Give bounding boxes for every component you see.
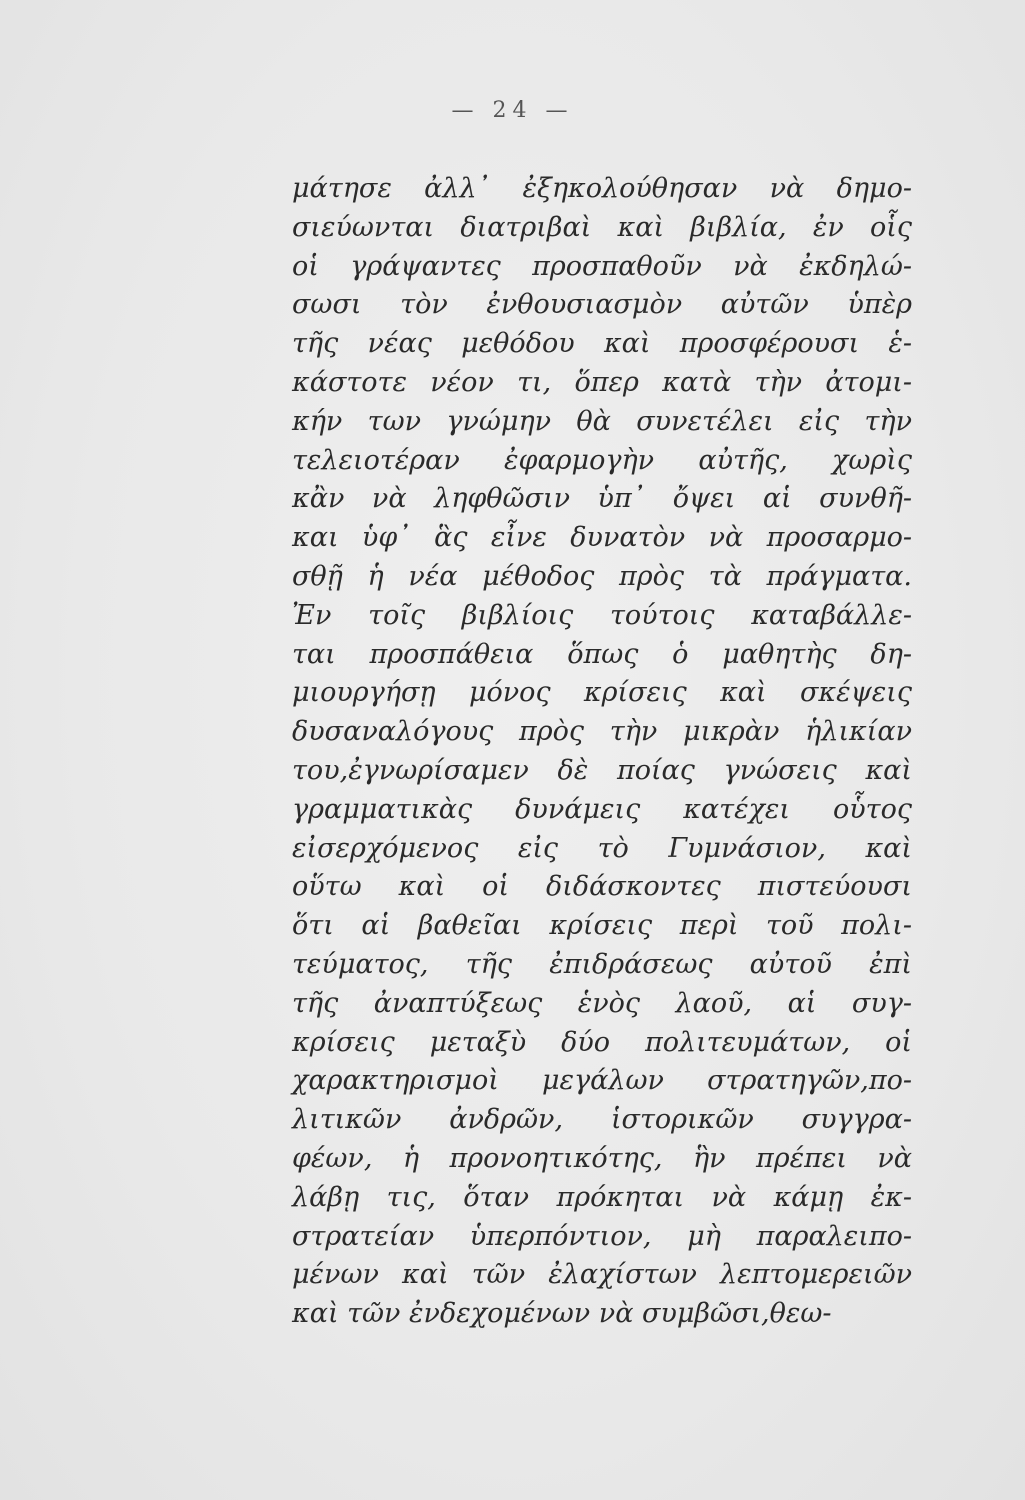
body-text xyxy=(292,170,912,1334)
text-line: κἂν νὰ ληφθῶσιν ὑπ᾽ ὄψει αἱ συνθῆ- xyxy=(292,483,912,515)
text-line: σιεύωνται διατριβαὶ καὶ βιβλία, ἐν οἷς xyxy=(292,211,912,243)
text-line: οὕτω καὶ οἱ διδάσκοντες πιστεύουσι xyxy=(292,871,912,903)
text-line: οἱ γράψαντες προσπαθοῦν νὰ ἐκδηλώ- xyxy=(292,250,912,282)
text-line: εἰσερχόμενος εἰς τὸ Γυμνάσιον, καὶ xyxy=(292,832,912,864)
text-line: στρατείαν ὑπερπόντιον, μὴ παραλειπο- xyxy=(292,1220,912,1252)
text-line: τῆς ἀναπτύξεως ἑνὸς λαοῦ, αἱ συγ- xyxy=(292,987,912,1019)
text-line: μένων καὶ τῶν ἐλαχίστων λεπτομερειῶν xyxy=(292,1259,912,1291)
text-line: δυσαναλόγους πρὸς τὴν μικρὰν ἡλικίαν xyxy=(292,716,912,748)
page-number: — 24 — xyxy=(451,98,574,123)
text-line: μιουργήσῃ μόνος κρίσεις καὶ σκέψεις xyxy=(292,677,912,709)
text-line: γραμματικὰς δυνάμεις κατέχει οὗτος xyxy=(292,793,912,825)
text-line: τῆς νέας μεθόδου καὶ προσφέρουσι ἑ- xyxy=(292,328,912,360)
text-line: σθῇ ἡ νέα μέθοδος πρὸς τὰ πράγματα. xyxy=(292,560,912,592)
text-line: χαρακτηρισμοὶ μεγάλων στρατηγῶν,πο- xyxy=(292,1065,912,1097)
text-line: κάστοτε νέον τι, ὅπερ κατὰ τὴν ἀτομι- xyxy=(292,366,912,398)
text-line: ται προσπάθεια ὅπως ὁ μαθητὴς δη- xyxy=(292,638,912,670)
text-line: σωσι τὸν ἐνθουσιασμὸν αὐτῶν ὑπὲρ xyxy=(292,289,912,321)
text-line: λιτικῶν ἀνδρῶν, ἱστορικῶν συγγρα- xyxy=(292,1104,912,1136)
text-line: τελειοτέραν ἐφαρμογὴν αὐτῆς, χωρὶς xyxy=(292,444,912,476)
text-line: μάτησε ἀλλ᾽ ἐξηκολούθησαν νὰ δημο- xyxy=(292,173,912,204)
text-line: τεύματος, τῆς ἐπιδράσεως αὐτοῦ ἐπὶ xyxy=(292,948,912,980)
text-line: κρίσεις μεταξὺ δύο πολιτευμάτων, οἱ xyxy=(292,1026,912,1058)
text-line: του,ἐγνωρίσαμεν δὲ ποίας γνώσεις καὶ xyxy=(292,754,912,786)
text-line: Ἐν τοῖς βιβλίοις τούτοις καταβάλλε- xyxy=(292,599,912,631)
text-line: και ὑφ᾽ ἃς εἶνε δυνατὸν νὰ προσαρμο- xyxy=(292,522,912,554)
text-line: καὶ τῶν ἐνδεχομένων νὰ συμβῶσι,θεω- xyxy=(292,1298,832,1330)
text-line: λάβῃ τις, ὅταν πρόκηται νὰ κάμῃ ἐκ- xyxy=(292,1181,912,1213)
text-line: κήν των γνώμην θὰ συνετέλει εἰς τὴν xyxy=(292,405,912,437)
text-line: ὅτι αἱ βαθεῖαι κρίσεις περὶ τοῦ πολι- xyxy=(292,910,912,942)
text-line: φέων, ἡ προνοητικότης, ἣν πρέπει νὰ xyxy=(292,1142,912,1174)
